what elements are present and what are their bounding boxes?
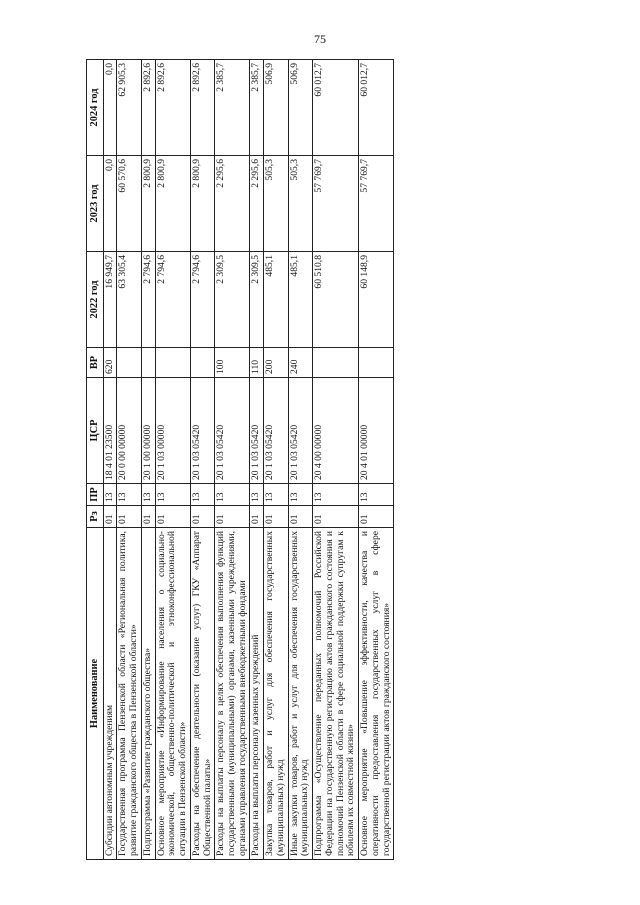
table-row (190, 60, 214, 860)
table-row (359, 60, 394, 860)
cell-name: Расходы на выплаты персоналу казенных учреждений (250, 528, 264, 860)
cell-2023: 57 769,7 (313, 156, 359, 252)
cell-name: Субсидии автономным учреждениям (103, 528, 117, 860)
cell-rz: 01 (155, 506, 190, 528)
table-header-row (87, 60, 104, 860)
cell-pr: 13 (313, 484, 359, 506)
cell-pr: 13 (288, 484, 312, 506)
cell-2022: 2 309,5 (215, 252, 250, 348)
page-number: 75 (314, 32, 326, 46)
cell-vr: 110 (250, 348, 264, 378)
header-vr: ВР (87, 348, 104, 378)
cell-2023: 2 800,9 (141, 156, 155, 252)
header-year-2024: 2024 год (87, 60, 104, 156)
cell-2024: 2 892,6 (190, 60, 214, 156)
cell-2024: 2 385,7 (215, 60, 250, 156)
cell-pr: 13 (141, 484, 155, 506)
cell-2022: 485,1 (264, 252, 288, 348)
cell-rz: 01 (103, 506, 117, 528)
cell-pr: 13 (117, 484, 141, 506)
cell-vr (359, 348, 394, 378)
cell-2022: 2 309,5 (250, 252, 264, 348)
cell-2023: 2 295,6 (215, 156, 250, 252)
table-row (117, 60, 141, 860)
cell-csr: 20 1 00 00000 (141, 378, 155, 484)
table-row (313, 60, 359, 860)
cell-pr: 13 (215, 484, 250, 506)
cell-2024: 2 892,6 (155, 60, 190, 156)
cell-name: Основное мероприятие «Повышение эффективности, качества и оперативности предоставления государственных услуг в сфере государственной регистрации актов гражданского состояния» (359, 528, 394, 860)
cell-vr (190, 348, 214, 378)
cell-csr: 18 4 01 23500 (103, 378, 117, 484)
cell-csr: 20 1 03 05420 (215, 378, 250, 484)
cell-pr: 13 (103, 484, 117, 506)
header-name: Наименование (87, 528, 104, 860)
cell-rz: 01 (313, 506, 359, 528)
cell-vr (313, 348, 359, 378)
cell-2023: 505,3 (264, 156, 288, 252)
table-row (288, 60, 312, 860)
cell-vr: 100 (215, 348, 250, 378)
cell-csr: 20 1 03 00000 (155, 378, 190, 484)
cell-pr: 13 (359, 484, 394, 506)
cell-vr (141, 348, 155, 378)
cell-vr: 200 (264, 348, 288, 378)
rotated-table-area (86, 60, 536, 860)
cell-2023: 505,3 (288, 156, 312, 252)
header-pr: ПР (87, 484, 104, 506)
cell-vr: 240 (288, 348, 312, 378)
cell-2023: 60 570,6 (117, 156, 141, 252)
cell-2022: 2 794,6 (141, 252, 155, 348)
cell-rz: 01 (288, 506, 312, 528)
cell-csr: 20 0 00 00000 (117, 378, 141, 484)
cell-2024: 2 385,7 (250, 60, 264, 156)
cell-name: Иные закупки товаров, работ и услуг для обеспечения государственных (муниципальных) нужд (288, 528, 312, 860)
cell-name: Государственная программа Пензенской области «Региональная политика, развитие гражданского общества в Пензенской области» (117, 528, 141, 860)
cell-2023: 2 295,6 (250, 156, 264, 252)
table-row (141, 60, 155, 860)
cell-rz: 01 (250, 506, 264, 528)
cell-vr (117, 348, 141, 378)
table-row (264, 60, 288, 860)
cell-rz: 01 (264, 506, 288, 528)
header-rz: Рз (87, 506, 104, 528)
cell-pr: 13 (264, 484, 288, 506)
header-year-2022: 2022 год (87, 252, 104, 348)
budget-table (86, 59, 394, 860)
cell-name: Основное мероприятие «Информирование населения о социально-экономической, общественно-политической и этноконфессиональной ситуации в Пензенской области» (155, 528, 190, 860)
rotated-table-container (86, 60, 536, 860)
table-row (250, 60, 264, 860)
cell-csr: 20 4 00 00000 (313, 378, 359, 484)
cell-name: Подпрограмма «Осуществление переданных полномочий Российской Федерации на государственную регистрацию актов гражданского состояния и полномочий Пензенской области в сфере социальной поддержки супругам к юбилеям их совместной жизни» (313, 528, 359, 860)
table-row (103, 60, 117, 860)
cell-2022: 60 510,8 (313, 252, 359, 348)
cell-rz: 01 (215, 506, 250, 528)
cell-name: Подпрограмма «Развитие гражданского общества» (141, 528, 155, 860)
cell-name: Закупка товаров, работ и услуг для обеспечения государственных (муниципальных) нужд (264, 528, 288, 860)
table-row (155, 60, 190, 860)
cell-2024: 0,0 (103, 60, 117, 156)
cell-name: Расходы на обеспечение деятельности (оказание услуг) ГКУ «Аппарат Общественной палаты» (190, 528, 214, 860)
cell-csr: 20 4 01 00000 (359, 378, 394, 484)
cell-vr: 620 (103, 348, 117, 378)
cell-csr: 20 1 03 05420 (264, 378, 288, 484)
cell-rz: 01 (141, 506, 155, 528)
cell-pr: 13 (155, 484, 190, 506)
cell-rz: 01 (117, 506, 141, 528)
cell-name: Расходы на выплаты персоналу в целях обеспечения выполнения функций государственными (муниципальными) органами, казенными учреждениями, органами управления государственными внебюджетными фондами (215, 528, 250, 860)
cell-2024: 60 012,7 (313, 60, 359, 156)
cell-rz: 01 (359, 506, 394, 528)
cell-pr: 13 (250, 484, 264, 506)
cell-csr: 20 1 03 05420 (250, 378, 264, 484)
cell-2023: 57 769,7 (359, 156, 394, 252)
cell-csr: 20 1 03 05420 (190, 378, 214, 484)
cell-2024: 60 012,7 (359, 60, 394, 156)
cell-vr (155, 348, 190, 378)
cell-2022: 60 148,9 (359, 252, 394, 348)
cell-2023: 2 800,9 (190, 156, 214, 252)
cell-2023: 2 800,9 (155, 156, 190, 252)
cell-2022: 2 794,6 (190, 252, 214, 348)
table-row (215, 60, 250, 860)
cell-csr: 20 1 03 05420 (288, 378, 312, 484)
cell-2022: 2 794,6 (155, 252, 190, 348)
cell-2022: 16 949,7 (103, 252, 117, 348)
header-year-2023: 2023 год (87, 156, 104, 252)
cell-2024: 62 905,3 (117, 60, 141, 156)
cell-2024: 506,9 (264, 60, 288, 156)
cell-rz: 01 (190, 506, 214, 528)
cell-pr: 13 (190, 484, 214, 506)
cell-2024: 506,9 (288, 60, 312, 156)
cell-2022: 485,1 (288, 252, 312, 348)
cell-2022: 63 305,4 (117, 252, 141, 348)
header-csr: ЦСР (87, 378, 104, 484)
cell-2024: 2 892,6 (141, 60, 155, 156)
cell-2023: 0,0 (103, 156, 117, 252)
